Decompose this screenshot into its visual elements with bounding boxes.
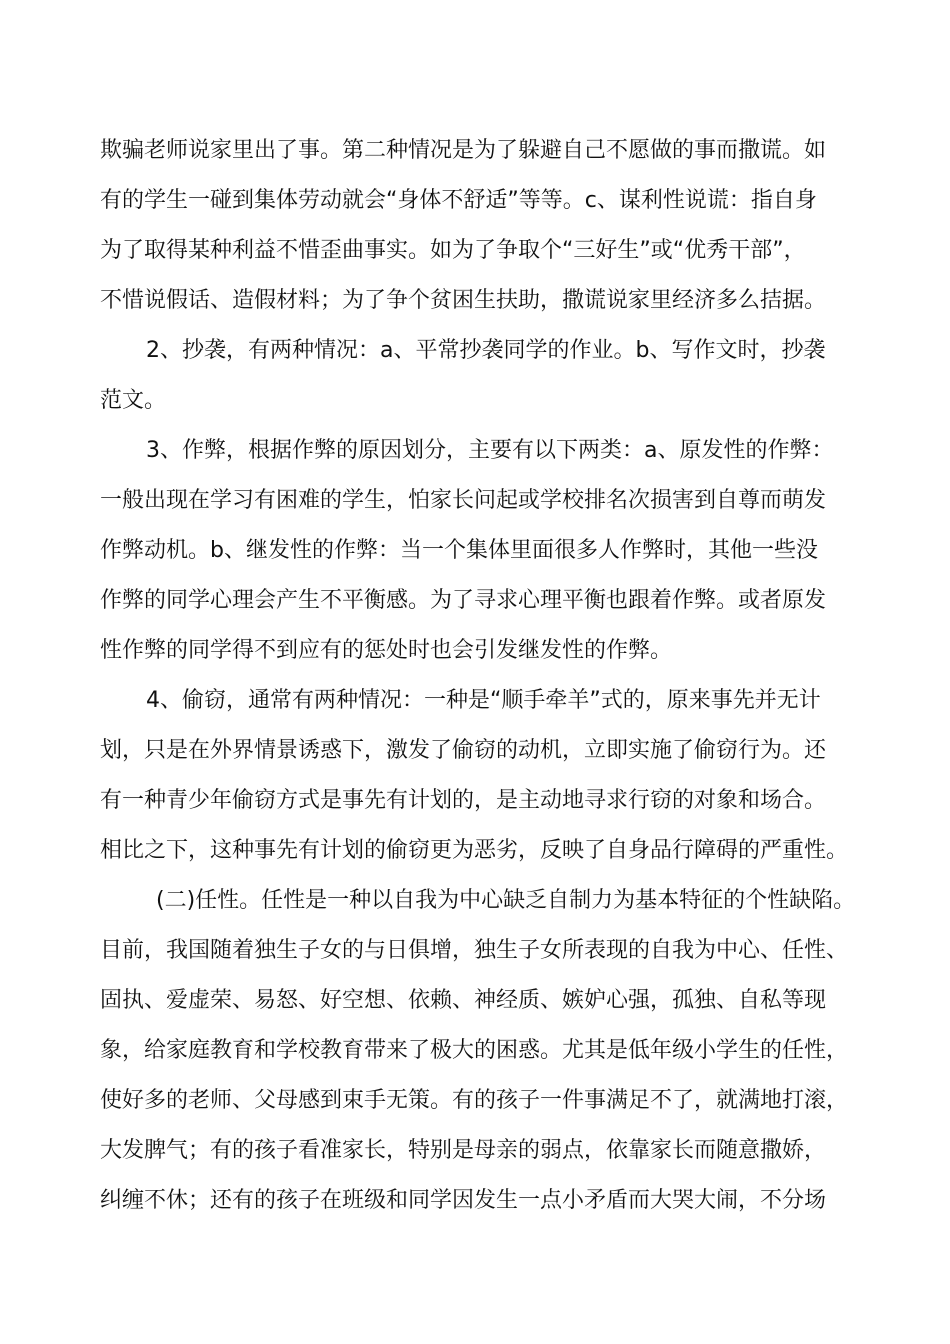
text-line: 纠缠不休；还有的孩子在班级和同学因发生一点小矛盾而大哭大闹，不分场 xyxy=(100,1188,827,1213)
text-line: 欺骗老师说家里出了事。第二种情况是为了躲避自己不愿做的事而撒谎。如 xyxy=(100,138,827,163)
paragraph-first-line: 2、抄袭，有两种情况：a、平常抄袭同学的作业。b、写作文时，抄袭 xyxy=(146,338,826,363)
text-line: 不惜说假话、造假材料；为了争个贫困生扶助，撒谎说家里经济多么拮据。 xyxy=(100,288,827,313)
text-line: 使好多的老师、父母感到束手无策。有的孩子一件事满足不了，就满地打滚， xyxy=(100,1088,849,1113)
text-line: 一般出现在学习有困难的学生，怕家长问起或学校排名次损害到自尊而萌发 xyxy=(100,488,827,513)
text-line: 作弊的同学心理会产生不平衡感。为了寻求心理平衡也跟着作弊。或者原发 xyxy=(100,588,827,613)
paragraph-first-line: 4、偷窃，通常有两种情况：一种是“顺手牵羊”式的，原来事先并无计 xyxy=(146,688,821,713)
section-heading-line: (二)任性。任性是一种以自我为中心缺乏自制力为基本特征的个性缺陷。 xyxy=(156,888,856,913)
text-line: 有一种青少年偷窃方式是事先有计划的，是主动地寻求行窃的对象和场合。 xyxy=(100,788,827,813)
text-line: 性作弊的同学得不到应有的惩处时也会引发继发性的作弊。 xyxy=(100,638,673,663)
text-line: 目前，我国随着独生子女的与日俱增，独生子女所表现的自我为中心、任性、 xyxy=(100,938,849,963)
text-line: 划，只是在外界情景诱惑下，激发了偷窃的动机，立即实施了偷窃行为。还 xyxy=(100,738,827,763)
text-line: 相比之下，这种事先有计划的偷窃更为恶劣，反映了自身品行障碍的严重性。 xyxy=(100,838,849,863)
text-line: 象，给家庭教育和学校教育带来了极大的困惑。尤其是低年级小学生的任性， xyxy=(100,1038,849,1063)
text-line: 固执、爱虚荣、易怒、好空想、依赖、神经质、嫉妒心强，孤独、自私等现 xyxy=(100,988,827,1013)
text-line: 有的学生一碰到集体劳动就会“身体不舒适”等等。c、谋利性说谎：指自身 xyxy=(100,188,817,213)
text-line: 范文。 xyxy=(100,388,167,413)
paragraph-first-line: 3、作弊，根据作弊的原因划分，主要有以下两类：a、原发性的作弊： xyxy=(146,438,834,463)
text-line: 作弊动机。b、继发性的作弊：当一个集体里面很多人作弊时，其他一些没 xyxy=(100,538,818,563)
text-line: 大发脾气；有的孩子看准家长，特别是母亲的弱点，依靠家长而随意撒娇， xyxy=(100,1138,827,1163)
text-line: 为了取得某种利益不惜歪曲事实。如为了争取个“三好生”或“优秀干部”， xyxy=(100,238,806,263)
